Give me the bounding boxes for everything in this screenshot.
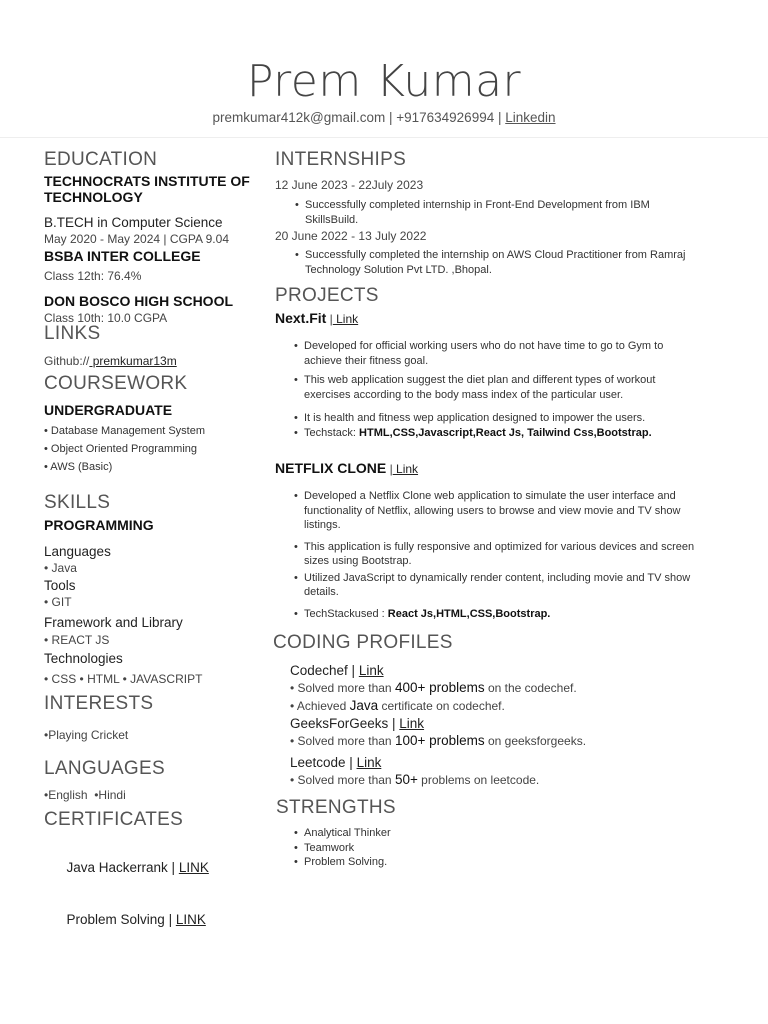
project-link[interactable]: Link — [392, 462, 419, 476]
coursework-item: • AWS (Basic) — [44, 461, 113, 473]
project-heading — [275, 310, 715, 328]
school-donbosco: DON BOSCO HIGH SCHOOL — [44, 293, 234, 309]
school-bsba: BSBA INTER COLLEGE — [44, 248, 201, 264]
coding-profiles-section — [273, 631, 713, 789]
contact-line — [0, 110, 768, 125]
projects-section — [275, 284, 715, 440]
strengths-section — [276, 796, 716, 870]
languages-section — [44, 757, 165, 804]
leetcode-link[interactable]: Link — [356, 755, 382, 770]
internship-item: • Successfully completed the internship on AWS Cloud Practitioner from Ramraj Technology Solution Pvt LTD. ,Bhopal. — [295, 248, 705, 277]
project-bullet — [294, 607, 706, 622]
strength-item: • Analytical Thinker — [294, 826, 716, 841]
school-tit: TECHNOCRATS INSTITUTE OF TECHNOLOGY — [44, 173, 250, 205]
project-bullet: • It is health and fitness wep application designed to impower the users. — [294, 411, 704, 426]
separator: | — [386, 462, 393, 476]
languages-text: •English •Hindi — [44, 788, 126, 802]
codechef-bullet — [290, 697, 713, 715]
codechef-link[interactable]: Link — [358, 663, 384, 678]
profile-label: Leetcode | — [290, 755, 357, 770]
techstack-value: React Js,HTML,CSS,Bootstrap. — [387, 607, 551, 620]
codechef-bullet — [290, 679, 713, 697]
gfg-bullet — [290, 732, 713, 750]
technologies-label: Technologies — [44, 651, 123, 666]
tools-value: • GIT — [44, 595, 72, 609]
text: problems on leetcode. — [417, 773, 540, 787]
separator: | — [385, 110, 397, 125]
links-title: LINKS — [44, 323, 101, 344]
highlight: 100+ problems — [394, 733, 485, 748]
separator: | — [494, 110, 506, 125]
techstack-value: HTML,CSS,Javascript,React Js, Tailwind Css,Bootstrap. — [359, 426, 652, 439]
tools-label: Tools — [44, 578, 76, 593]
education-title: EDUCATION — [44, 149, 158, 170]
resume-header — [0, 56, 768, 125]
interests-text: •Playing Cricket — [44, 728, 129, 742]
project-bullet: • Utilized JavaScript to dynamically render content, including movie and TV show details. — [294, 571, 706, 600]
skills-section — [44, 491, 202, 688]
internship-date: 12 June 2023 - 22July 2023 — [275, 178, 424, 192]
linkedin-link[interactable]: Linkedin — [505, 110, 556, 125]
highlight: 400+ problems — [394, 680, 485, 695]
text: on the codechef. — [484, 681, 577, 695]
internships-section — [275, 148, 715, 277]
certificates-title: CERTIFICATES — [44, 809, 184, 830]
coursework-item: • Database Management System — [44, 425, 205, 437]
project-name: NETFLIX CLONE — [275, 460, 387, 476]
gfg-line — [290, 715, 713, 732]
framework-label: Framework and Library — [44, 615, 183, 630]
coursework-section — [44, 372, 205, 476]
technologies-value: • CSS • HTML • JAVASCRIPT — [44, 672, 203, 686]
github-line — [44, 353, 177, 370]
strength-item: • Teamwork — [294, 841, 716, 856]
project-netflix — [275, 460, 715, 621]
phone-text: +917634926994 — [396, 110, 495, 125]
internships-title: INTERNSHIPS — [275, 149, 407, 170]
certificate-label: Java Hackerrank | — [66, 860, 179, 875]
separator: | — [326, 312, 333, 326]
project-bullet: • Developed for official working users who do not have time to go to Gym to achieve their fitness goal. — [294, 339, 704, 368]
profile-label: Codechef | — [290, 663, 359, 678]
codechef-line — [290, 662, 713, 679]
gfg-link[interactable]: Link — [399, 716, 425, 731]
coding-profiles-body — [290, 662, 713, 789]
project-name: Next.Fit — [275, 310, 327, 326]
project-bullet — [294, 426, 704, 441]
strength-item: • Problem Solving. — [294, 855, 716, 870]
techstack-label: TechStackused : — [304, 607, 388, 620]
degree-meta: May 2020 - May 2024 | CGPA 9.04 — [44, 232, 229, 246]
interests-section — [44, 692, 153, 744]
education-section — [44, 148, 264, 327]
strengths-list — [294, 826, 716, 870]
coursework-title: COURSEWORK — [44, 373, 188, 394]
internship-date: 20 June 2022 - 13 July 2022 — [275, 229, 427, 243]
project-link[interactable]: Link — [332, 312, 359, 326]
project-bullets — [294, 489, 706, 621]
certificate-java-link[interactable]: LINK — [178, 860, 209, 875]
skills-sub: PROGRAMMING — [44, 517, 154, 533]
text: • Solved more than — [290, 681, 395, 695]
school-bsba-meta: Class 12th: 76.4% — [44, 269, 142, 283]
highlight: Java — [349, 698, 379, 713]
interests-title: INTERESTS — [44, 693, 154, 714]
coursework-item: • Object Oriented Programming — [44, 443, 198, 455]
skills-title: SKILLS — [44, 492, 111, 513]
leetcode-line — [290, 754, 713, 771]
profile-label: GeeksForGeeks | — [290, 716, 400, 731]
certificate-problem-solving-link[interactable]: LINK — [175, 912, 206, 927]
text: • Solved more than — [290, 773, 395, 787]
techstack-label: Techstack: — [304, 426, 360, 439]
text: • Solved more than — [290, 734, 395, 748]
github-link[interactable]: premkumar13m — [89, 354, 177, 368]
internship-list — [295, 248, 705, 277]
framework-value: • REACT JS — [44, 633, 110, 647]
project-bullets — [294, 339, 704, 440]
project-bullet: • This application is fully responsive and optimized for various devices and screen sizes using Bootstrap. — [294, 540, 706, 569]
project-heading — [275, 460, 715, 478]
degree-text: B.TECH in Computer Science — [44, 215, 223, 230]
certificate-label: Problem Solving | — [66, 912, 176, 927]
internship-item: • Successfully completed internship in Front-End Development from IBM SkillsBuild. — [295, 198, 695, 227]
languages-title: LANGUAGES — [44, 758, 165, 779]
certificates-section — [44, 808, 209, 945]
coding-profiles-title: CODING PROFILES — [273, 632, 453, 653]
project-bullet: • This web application suggest the diet plan and different types of workout exercises according to the body mass index of the particular user. — [294, 373, 704, 402]
projects-title: PROJECTS — [275, 285, 379, 306]
text: • Achieved — [290, 699, 350, 713]
strengths-title: STRENGTHS — [276, 797, 396, 818]
links-section — [44, 322, 177, 370]
text: certificate on codechef. — [378, 699, 505, 713]
languages-value: • Java — [44, 561, 77, 575]
languages-label: Languages — [44, 544, 111, 559]
internship-list — [295, 198, 695, 227]
coursework-sub: UNDERGRADUATE — [44, 402, 173, 418]
text: on geeksforgeeks. — [484, 734, 587, 748]
highlight: 50+ — [394, 772, 418, 787]
github-label: Github:// — [44, 354, 90, 368]
school-donbosco-meta: Class 10th: 10.0 CGPA — [44, 311, 168, 325]
header-divider — [0, 137, 768, 138]
leetcode-bullet — [290, 771, 713, 789]
project-bullet: • Developed a Netflix Clone web application to simulate the user interface and functionality of Netflix, allowing users to browse and view movie and TV show listings. — [294, 489, 706, 533]
email-text: premkumar412k@gmail.com — [212, 110, 386, 125]
candidate-name: Prem Kumar — [246, 56, 522, 107]
certificate-java — [44, 842, 209, 893]
certificate-problem-solving — [44, 894, 209, 945]
